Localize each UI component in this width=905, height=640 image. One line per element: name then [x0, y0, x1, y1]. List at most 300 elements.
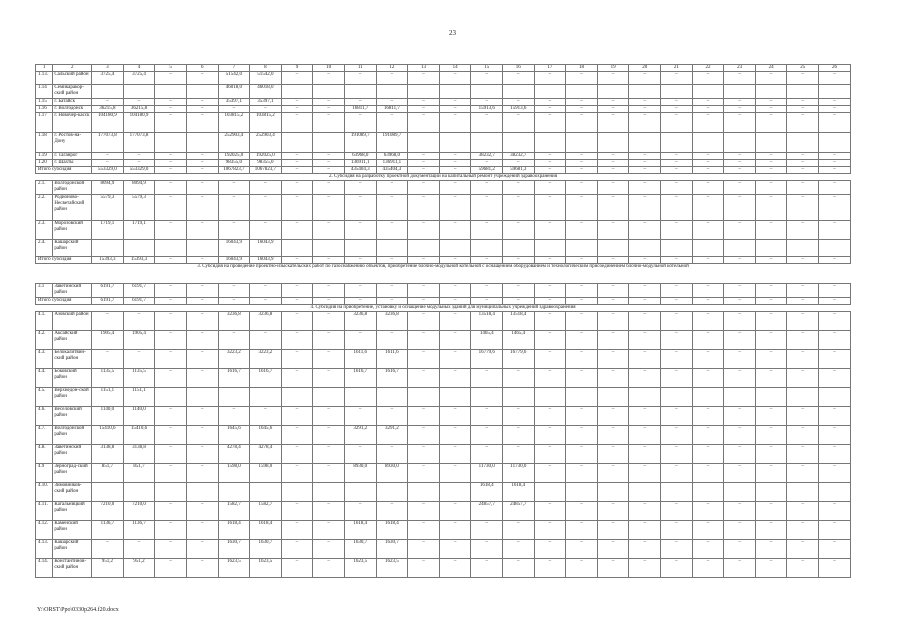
value-cell	[218, 388, 250, 407]
row-number-cell: 1.13.	[36, 72, 53, 85]
value-cell	[471, 85, 503, 99]
value-cell: –	[250, 331, 282, 350]
value-cell: –	[155, 350, 187, 369]
value-cell: –	[281, 284, 313, 298]
value-cell: –	[787, 153, 819, 160]
value-cell: –	[313, 331, 345, 350]
subtotal-cell: –	[692, 257, 724, 264]
value-cell: –	[819, 106, 851, 113]
value-cell: –	[471, 160, 503, 167]
value-cell: –	[408, 106, 440, 113]
value-cell: –	[439, 350, 471, 369]
value-cell: –	[534, 99, 566, 106]
value-cell: –	[408, 331, 440, 350]
value-cell	[344, 388, 376, 407]
value-cell: –	[471, 521, 503, 540]
value-cell: 16043,9	[250, 240, 282, 257]
value-cell: –	[281, 331, 313, 350]
subtotal-cell: –	[755, 298, 787, 305]
subtotal-cell: –	[344, 257, 376, 264]
value-cell	[819, 133, 851, 153]
value-cell: –	[471, 369, 503, 388]
value-cell	[566, 133, 598, 153]
value-cell: –	[787, 369, 819, 388]
value-cell: –	[534, 195, 566, 221]
municipality-cell: Аксайский район	[53, 331, 92, 350]
column-number: 23	[724, 65, 756, 72]
value-cell: –	[787, 312, 819, 331]
row-number-cell: 4.8.	[36, 445, 53, 464]
value-cell: –	[155, 160, 187, 167]
value-cell: –	[597, 521, 629, 540]
column-number: 7	[218, 65, 250, 72]
value-cell: –	[439, 113, 471, 133]
value-cell: –	[819, 502, 851, 521]
value-cell	[755, 388, 787, 407]
value-cell	[439, 85, 471, 99]
value-cell: –	[566, 221, 598, 240]
table-row	[36, 195, 851, 221]
value-cell: 5579,3	[123, 195, 155, 221]
value-cell: –	[92, 99, 124, 106]
value-cell: –	[629, 445, 661, 464]
value-cell: –	[313, 407, 345, 426]
value-cell: –	[186, 350, 218, 369]
table-row	[36, 483, 851, 502]
value-cell: –	[313, 284, 345, 298]
value-cell	[439, 483, 471, 502]
subtotal-cell: –	[503, 298, 535, 305]
value-cell: –	[629, 350, 661, 369]
value-cell: –	[408, 407, 440, 426]
value-cell: –	[724, 153, 756, 160]
value-cell: –	[439, 502, 471, 521]
value-cell: –	[661, 113, 693, 133]
value-cell: 4278,4	[218, 445, 250, 464]
value-cell	[218, 483, 250, 502]
subtotal-cell: –	[281, 298, 313, 305]
value-cell: –	[724, 99, 756, 106]
value-cell: 7210,0	[92, 502, 124, 521]
value-cell: 24857,7	[503, 502, 535, 521]
value-cell: –	[186, 221, 218, 240]
subtotal-cell: –	[439, 257, 471, 264]
value-cell: 16043,9	[218, 240, 250, 257]
value-cell	[755, 133, 787, 153]
value-cell	[724, 240, 756, 257]
municipality-cell: Кагальницкий район	[53, 502, 92, 521]
row-number-cell: 4.5.	[36, 388, 53, 407]
table-row	[36, 331, 851, 350]
value-cell: –	[471, 284, 503, 298]
value-cell: –	[597, 106, 629, 113]
value-cell: –	[471, 113, 503, 133]
value-cell: –	[439, 221, 471, 240]
value-cell: –	[629, 464, 661, 483]
value-cell: –	[629, 181, 661, 195]
value-cell	[344, 483, 376, 502]
value-cell: –	[408, 350, 440, 369]
value-cell: –	[313, 160, 345, 167]
value-cell: –	[503, 99, 535, 106]
row-number-cell: 4.12.	[36, 521, 53, 540]
subtotal-cell: –	[692, 298, 724, 305]
value-cell: –	[534, 521, 566, 540]
subtotal-cell: –	[755, 167, 787, 174]
value-cell: –	[439, 464, 471, 483]
value-cell: –	[408, 540, 440, 559]
value-cell: –	[186, 153, 218, 160]
value-cell: –	[408, 369, 440, 388]
value-cell: –	[819, 99, 851, 106]
value-cell: –	[819, 312, 851, 331]
municipality-cell: Волгодонской район	[53, 426, 92, 445]
value-cell: –	[439, 369, 471, 388]
value-cell: –	[787, 195, 819, 221]
value-cell: –	[155, 521, 187, 540]
value-cell: –	[439, 426, 471, 445]
value-cell: –	[155, 153, 187, 160]
value-cell: –	[313, 195, 345, 221]
value-cell	[313, 483, 345, 502]
value-cell: 1623,5	[250, 559, 282, 578]
value-cell: –	[281, 540, 313, 559]
section-title: 2. Субсидия на разработку проектной документации на капитальный ремонт учреждений здравоохранения	[36, 174, 851, 181]
value-cell: –	[503, 407, 535, 426]
value-cell: –	[724, 331, 756, 350]
value-cell: –	[724, 284, 756, 298]
section-header-row	[36, 305, 851, 312]
table-row	[36, 445, 851, 464]
value-cell	[408, 240, 440, 257]
value-cell: –	[629, 113, 661, 133]
column-number: 19	[597, 65, 629, 72]
table-row	[36, 240, 851, 257]
value-cell: –	[566, 540, 598, 559]
value-cell	[92, 483, 124, 502]
value-cell: –	[661, 72, 693, 85]
value-cell: 16811,7	[376, 106, 408, 113]
value-cell: –	[503, 426, 535, 445]
value-cell: 8930,0	[376, 464, 408, 483]
value-cell: –	[534, 221, 566, 240]
value-cell: –	[661, 153, 693, 160]
value-cell: –	[439, 284, 471, 298]
value-cell: –	[534, 160, 566, 167]
value-cell	[186, 483, 218, 502]
subtotal-cell: –	[155, 298, 187, 305]
table-row	[36, 160, 851, 167]
value-cell: –	[755, 284, 787, 298]
value-cell: 1135,5	[123, 369, 155, 388]
column-number: 25	[787, 65, 819, 72]
column-number: 1	[36, 65, 53, 72]
value-cell: –	[376, 284, 408, 298]
value-cell: –	[566, 426, 598, 445]
value-cell: 1136,7	[123, 521, 155, 540]
value-cell: –	[629, 369, 661, 388]
value-cell: 3725,4	[123, 72, 155, 85]
value-cell: –	[186, 113, 218, 133]
value-cell: –	[250, 195, 282, 221]
value-cell: –	[692, 99, 724, 106]
value-cell: –	[155, 559, 187, 578]
value-cell: –	[186, 464, 218, 483]
column-number: 13	[408, 65, 440, 72]
table-row	[36, 106, 851, 113]
subtotal-cell: 6191,7	[92, 298, 124, 305]
value-cell: –	[597, 153, 629, 160]
subtotal-row	[36, 298, 851, 305]
column-number: 17	[534, 65, 566, 72]
value-cell: –	[155, 72, 187, 85]
value-cell: –	[186, 331, 218, 350]
municipality-cell: г. Шахты	[53, 160, 92, 167]
subtotal-cell: –	[471, 298, 503, 305]
value-cell: –	[408, 312, 440, 331]
value-cell: –	[155, 113, 187, 133]
value-cell: –	[471, 540, 503, 559]
value-cell: –	[313, 521, 345, 540]
municipality-cell: Верхнедон-ской район	[53, 388, 92, 407]
value-cell: –	[439, 312, 471, 331]
subtotal-cell: –	[724, 167, 756, 174]
value-cell: –	[755, 369, 787, 388]
column-number: 24	[755, 65, 787, 72]
value-cell: –	[439, 331, 471, 350]
value-cell: –	[218, 284, 250, 298]
column-number: 15	[471, 65, 503, 72]
value-cell: –	[724, 72, 756, 85]
value-cell: –	[503, 540, 535, 559]
value-cell: –	[661, 464, 693, 483]
value-cell: 1582,7	[218, 502, 250, 521]
subtotal-cell: –	[819, 298, 851, 305]
row-number-cell: 4.3.	[36, 350, 53, 369]
value-cell: –	[819, 160, 851, 167]
value-cell: –	[819, 540, 851, 559]
subtotal-cell: –	[408, 298, 440, 305]
value-cell: –	[186, 540, 218, 559]
subtotal-cell: –	[566, 167, 598, 174]
value-cell: –	[566, 350, 598, 369]
value-cell: 1630,7	[376, 540, 408, 559]
value-cell: –	[661, 312, 693, 331]
subtotal-cell: –	[755, 257, 787, 264]
value-cell: –	[819, 181, 851, 195]
table-row	[36, 284, 851, 298]
value-cell: –	[661, 331, 693, 350]
value-cell: –	[344, 195, 376, 221]
value-cell	[566, 240, 598, 257]
value-cell: –	[597, 113, 629, 133]
value-cell: –	[155, 106, 187, 113]
value-cell: 35397,1	[250, 99, 282, 106]
column-number: 6	[186, 65, 218, 72]
value-cell: –	[787, 331, 819, 350]
value-cell: –	[471, 426, 503, 445]
value-cell: 3236,8	[344, 312, 376, 331]
value-cell: –	[724, 559, 756, 578]
value-cell: 15410,6	[123, 426, 155, 445]
column-number: 22	[692, 65, 724, 72]
row-number-cell: 4.9	[36, 464, 53, 483]
table-row	[36, 521, 851, 540]
value-cell: 1618,4	[503, 483, 535, 502]
section-title: 3. Субсидия на проведение проектно-изыскательских работ по газоснабжению объектов, приобретение блочно-модульной котельной с оснащением оборудованием и технологическим присоединением блочно-модульной котельной	[36, 264, 851, 284]
value-cell: 51542,0	[250, 72, 282, 85]
value-cell: –	[819, 195, 851, 221]
value-cell: –	[724, 160, 756, 167]
value-cell: –	[123, 99, 155, 106]
value-cell: –	[344, 113, 376, 133]
value-cell	[534, 85, 566, 99]
value-cell: –	[408, 181, 440, 195]
value-cell: –	[281, 99, 313, 106]
value-cell: –	[566, 521, 598, 540]
value-cell: –	[661, 502, 693, 521]
value-cell: –	[408, 153, 440, 160]
value-cell: –	[787, 540, 819, 559]
value-cell: –	[186, 99, 218, 106]
value-cell: 1630,7	[218, 540, 250, 559]
value-cell: 191089,7	[376, 133, 408, 153]
subtotal-cell: –	[155, 257, 187, 264]
value-cell	[724, 483, 756, 502]
value-cell: –	[629, 540, 661, 559]
subtotal-cell: –	[724, 257, 756, 264]
value-cell	[313, 388, 345, 407]
value-cell	[123, 483, 155, 502]
municipality-cell: Азовский район	[53, 312, 92, 331]
municipality-cell: Волгодонской район	[53, 181, 92, 195]
value-cell: –	[186, 502, 218, 521]
value-cell: 851,7	[92, 464, 124, 483]
value-cell: –	[787, 284, 819, 298]
value-cell	[313, 240, 345, 257]
value-cell: –	[376, 113, 408, 133]
value-cell: –	[661, 99, 693, 106]
value-cell: 3138,8	[123, 445, 155, 464]
value-cell	[281, 133, 313, 153]
value-cell: –	[787, 464, 819, 483]
value-cell: 3236,8	[250, 312, 282, 331]
value-cell: –	[534, 153, 566, 160]
value-cell: 1616,7	[344, 369, 376, 388]
value-cell: –	[661, 445, 693, 464]
value-cell	[692, 388, 724, 407]
value-cell: –	[503, 369, 535, 388]
subtotal-cell: –	[376, 298, 408, 305]
subtotal-cell: –	[186, 167, 218, 174]
subtotal-cell: 59681,3	[503, 167, 535, 174]
value-cell: –	[597, 331, 629, 350]
value-cell: –	[692, 72, 724, 85]
subtotal-cell: –	[819, 257, 851, 264]
value-cell: –	[471, 72, 503, 85]
value-cell	[661, 85, 693, 99]
value-cell: –	[155, 312, 187, 331]
value-cell: –	[597, 540, 629, 559]
value-cell: 1616,7	[250, 369, 282, 388]
value-cell: –	[566, 312, 598, 331]
value-cell: –	[692, 195, 724, 221]
value-cell: –	[408, 521, 440, 540]
column-number: 26	[819, 65, 851, 72]
value-cell: –	[503, 521, 535, 540]
subtotal-cell: –	[597, 298, 629, 305]
table-row	[36, 559, 851, 578]
value-cell: –	[597, 99, 629, 106]
value-cell: 16811,7	[344, 106, 376, 113]
value-cell: 192025,0	[218, 153, 250, 160]
table-row	[36, 388, 851, 407]
value-cell: –	[218, 331, 250, 350]
value-cell: –	[819, 521, 851, 540]
value-cell: –	[503, 221, 535, 240]
value-cell: –	[439, 445, 471, 464]
value-cell: –	[629, 502, 661, 521]
value-cell: –	[724, 181, 756, 195]
value-cell: 1140,0	[123, 407, 155, 426]
value-cell: –	[408, 502, 440, 521]
value-cell: –	[819, 284, 851, 298]
value-cell: –	[692, 106, 724, 113]
value-cell: –	[376, 181, 408, 195]
row-number-cell: 2.4.	[36, 240, 53, 257]
value-cell: –	[92, 350, 124, 369]
value-cell: –	[692, 464, 724, 483]
value-cell: –	[629, 72, 661, 85]
value-cell: –	[155, 195, 187, 221]
value-cell: –	[281, 521, 313, 540]
value-cell: –	[629, 99, 661, 106]
table-row	[36, 369, 851, 388]
value-cell: 15913,6	[503, 106, 535, 113]
value-cell: –	[281, 445, 313, 464]
value-cell: –	[123, 350, 155, 369]
subtotal-cell: –	[471, 257, 503, 264]
value-cell: –	[755, 312, 787, 331]
value-cell	[155, 85, 187, 99]
value-cell	[787, 133, 819, 153]
municipality-cell: Заветинский район	[53, 284, 92, 298]
row-number-cell: 1.14	[36, 85, 53, 99]
value-cell: –	[408, 221, 440, 240]
value-cell: –	[408, 160, 440, 167]
value-cell: –	[123, 540, 155, 559]
value-cell: –	[281, 464, 313, 483]
value-cell: –	[155, 221, 187, 240]
value-cell: –	[661, 160, 693, 167]
value-cell: –	[692, 350, 724, 369]
value-cell	[692, 240, 724, 257]
value-cell	[724, 388, 756, 407]
value-cell: –	[819, 369, 851, 388]
value-cell	[186, 85, 218, 99]
value-cell: –	[503, 445, 535, 464]
value-cell	[661, 240, 693, 257]
value-cell: 98355,0	[218, 160, 250, 167]
value-cell: –	[692, 407, 724, 426]
section-title: 4. Субсидия на приобретение, установку и оснащение модульных зданий для муниципальных учреждений здравоохранения	[36, 305, 851, 312]
value-cell: 1623,5	[376, 559, 408, 578]
value-cell: –	[755, 106, 787, 113]
value-cell: –	[755, 99, 787, 106]
value-cell: –	[597, 502, 629, 521]
value-cell: –	[344, 331, 376, 350]
value-cell: –	[186, 284, 218, 298]
